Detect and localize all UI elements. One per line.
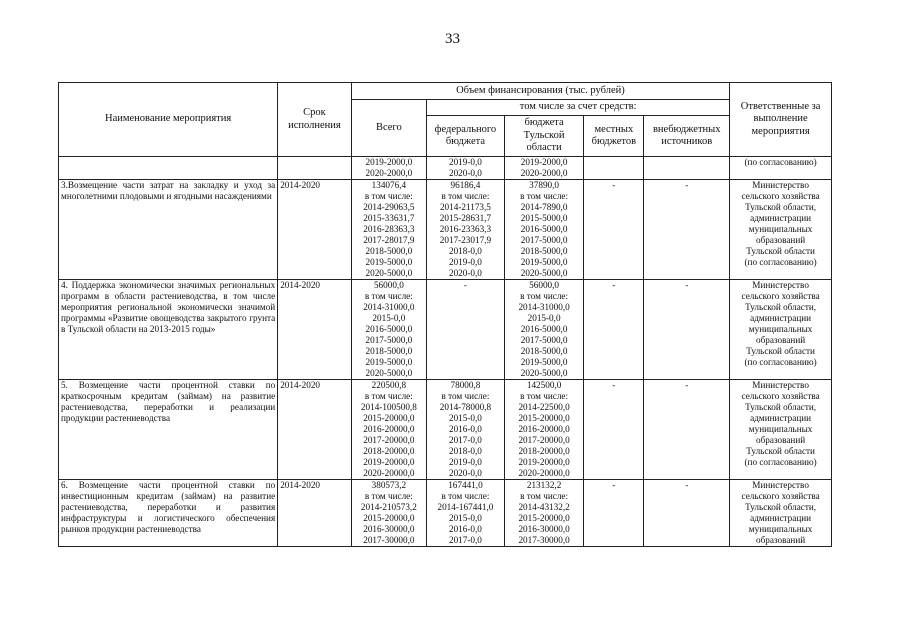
responsible-line: Министерство	[752, 480, 809, 490]
total-line: 2018-5000,0	[365, 346, 413, 356]
federal-line: 2014-78000,8	[439, 402, 492, 412]
responsible-line: Министерство	[752, 380, 809, 390]
cell-local: -	[584, 380, 644, 480]
header-federal: федерального бюджета	[427, 116, 505, 157]
cell-name	[59, 157, 278, 180]
total-line: 2020-20000,0	[363, 468, 415, 478]
total-line: 2016-28363,3	[363, 224, 415, 234]
total-line: 2014-210573,2	[360, 502, 417, 512]
federal-line: 167441,0	[448, 480, 483, 490]
federal-line: 2015-0,0	[448, 513, 482, 523]
regional-line: 2016-5000,0	[520, 324, 568, 334]
federal-line: 2020-0,0	[448, 268, 482, 278]
regional-line: 2020-5000,0	[520, 268, 568, 278]
cell-federal	[427, 280, 505, 380]
regional-line: 2015-0,0	[527, 313, 561, 323]
responsible-line: образований	[756, 335, 806, 345]
responsible-line: Тульской области,	[745, 502, 817, 512]
table-row	[59, 480, 832, 547]
regional-line: 2020-20000,0	[518, 468, 570, 478]
regional-line: 2019-5000,0	[520, 357, 568, 367]
total-line: 2019-2000,0	[365, 157, 413, 167]
regional-line: 2015-20000,0	[518, 413, 570, 423]
responsible-line: муниципальных	[748, 224, 813, 234]
federal-line: 2016-0,0	[448, 524, 482, 534]
header-offbudget: внебюджетных источников	[644, 116, 730, 157]
financing-table	[58, 82, 832, 547]
regional-line: 142500,0	[526, 380, 562, 390]
cell-name: 4. Поддержка экономически значимых региональных программ в области растениеводства, в том числе мероприятия региональной экономически значимой программы «Развитие овощеводства закрытого грунта в Тульской области на 2013-2015 годы»	[59, 280, 278, 380]
responsible-line: администрации	[750, 213, 812, 223]
cell-responsible	[730, 380, 832, 480]
federal-line: 96186,4	[450, 180, 481, 190]
total-line: 134076,4	[371, 180, 407, 190]
responsible-line: администрации	[750, 313, 812, 323]
header-regional: бюджета Тульской области	[504, 116, 584, 157]
total-line: 2016-30000,0	[363, 524, 415, 534]
responsible-line: муниципальных	[748, 424, 813, 434]
cell-offbudget: -	[644, 180, 730, 280]
cell-regional	[504, 480, 584, 547]
responsible-line: сельского хозяйства	[741, 491, 820, 501]
cell-offbudget: -	[644, 380, 730, 480]
total-line: 2015-33631,7	[363, 213, 415, 223]
total-line: 2014-31000,0	[363, 302, 415, 312]
total-line: 2019-20000,0	[363, 457, 415, 467]
responsible-line: (по согласованию)	[744, 257, 817, 267]
responsible-line: муниципальных	[748, 524, 813, 534]
responsible-line: сельского хозяйства	[741, 291, 820, 301]
regional-line: 2017-5000,0	[520, 335, 568, 345]
federal-line: 2019-0,0	[448, 457, 482, 467]
cell-federal	[427, 180, 505, 280]
federal-line: 78000,8	[450, 380, 481, 390]
regional-line: 2015-5000,0	[520, 213, 568, 223]
cell-name: 6. Возмещение части процентной ставки по инвестиционным кредитам (займам) на развитие растениеводства, переработки и развития инфраструктуры и логистического обеспечения рынков продукции растениеводства	[59, 480, 278, 547]
total-line: в том числе:	[364, 291, 413, 301]
regional-line: 2018-5000,0	[520, 246, 568, 256]
regional-line: 2017-30000,0	[518, 535, 570, 545]
federal-line: 2016-23363,3	[439, 224, 492, 234]
responsible-line: Тульской области	[746, 346, 815, 356]
total-line: 2015-20000,0	[363, 413, 415, 423]
responsible-line: администрации	[750, 413, 812, 423]
total-line: 380573,2	[371, 480, 407, 490]
federal-line: в том числе:	[441, 191, 490, 201]
responsible-line: Министерство	[752, 180, 809, 190]
cell-regional	[504, 280, 584, 380]
total-line: 2014-29063,5	[363, 202, 415, 212]
cell-regional	[504, 180, 584, 280]
cell-offbudget: -	[644, 280, 730, 380]
table-row	[59, 280, 832, 380]
regional-line: 2014-43132,2	[518, 502, 570, 512]
cell-term: 2014-2020	[278, 180, 351, 280]
federal-line: 2019-0,0	[448, 157, 482, 167]
total-line: 2020-2000,0	[365, 168, 413, 178]
federal-line: -	[463, 280, 467, 290]
regional-line: 2019-2000,0	[520, 157, 568, 167]
responsible-line: (по согласованию)	[744, 357, 817, 367]
header-financing-group: Объем финансирования (тыс. рублей)	[351, 83, 730, 100]
regional-line: в том числе:	[520, 491, 569, 501]
federal-line: 2019-0,0	[448, 257, 482, 267]
regional-line: 2016-30000,0	[518, 524, 570, 534]
cell-term: 2014-2020	[278, 480, 351, 547]
total-line: в том числе:	[364, 491, 413, 501]
cell-local: -	[584, 180, 644, 280]
total-line: 2015-20000,0	[363, 513, 415, 523]
header-subgroup: том числе за счет средств:	[427, 100, 730, 116]
regional-line: в том числе:	[520, 391, 569, 401]
table-row	[59, 180, 832, 280]
total-line: в том числе:	[364, 391, 413, 401]
total-line: 2018-20000,0	[363, 446, 415, 456]
cell-name: 5. Возмещение части процентной ставки по краткосрочным кредитам (займам) на развитие растениеводства, переработки и реализации продукции растениеводства	[59, 380, 278, 480]
cell-total	[351, 480, 427, 547]
cell-offbudget	[644, 157, 730, 180]
total-line: 2019-5000,0	[365, 257, 413, 267]
regional-line: 2019-20000,0	[518, 457, 570, 467]
regional-line: в том числе:	[520, 291, 569, 301]
responsible-line: Тульской области	[746, 246, 815, 256]
regional-line: 2020-2000,0	[520, 168, 568, 178]
total-line: 56000,0	[373, 280, 404, 290]
header-term: Срок исполнения	[278, 83, 351, 157]
federal-line: в том числе:	[441, 391, 490, 401]
responsible-line: Тульской области,	[745, 202, 817, 212]
cell-local	[584, 157, 644, 180]
responsible-line: образований	[756, 235, 806, 245]
federal-line: 2020-0,0	[448, 468, 482, 478]
header-local: местных бюджетов	[584, 116, 644, 157]
total-line: 220500,8	[371, 380, 407, 390]
responsible-line: (по согласованию)	[744, 457, 817, 467]
total-line: 2019-5000,0	[365, 357, 413, 367]
total-line: 2017-20000,0	[363, 435, 415, 445]
regional-line: 2017-5000,0	[520, 235, 568, 245]
federal-line: 2017-23017,9	[439, 235, 492, 245]
total-line: в том числе:	[364, 191, 413, 201]
cell-responsible	[730, 180, 832, 280]
regional-line: 2016-5000,0	[520, 224, 568, 234]
regional-line: 56000,0	[529, 280, 560, 290]
responsible-line: сельского хозяйства	[741, 191, 820, 201]
regional-line: 2018-5000,0	[520, 346, 568, 356]
cell-total	[351, 380, 427, 480]
federal-line: 2020-0,0	[448, 168, 482, 178]
cell-federal	[427, 157, 505, 180]
regional-line: 2020-5000,0	[520, 368, 568, 378]
cell-offbudget: -	[644, 480, 730, 547]
federal-line: 2015-28631,7	[439, 213, 492, 223]
page-number: 33	[445, 31, 460, 47]
cell-total	[351, 280, 427, 380]
cell-total	[351, 157, 427, 180]
total-line: 2020-5000,0	[365, 368, 413, 378]
federal-line: в том числе:	[441, 491, 490, 501]
cell-term: 2014-2020	[278, 280, 351, 380]
cell-federal	[427, 380, 505, 480]
federal-line: 2017-0,0	[448, 535, 482, 545]
total-line: 2017-5000,0	[365, 335, 413, 345]
total-line: 2020-5000,0	[365, 268, 413, 278]
responsible-line: администрации	[750, 513, 812, 523]
regional-line: 2014-31000,0	[518, 302, 570, 312]
total-line: 2014-100500,8	[360, 402, 417, 412]
cell-term	[278, 157, 351, 180]
regional-line: 2015-20000,0	[518, 513, 570, 523]
cell-regional	[504, 380, 584, 480]
responsible-line: Тульской области,	[745, 302, 817, 312]
regional-line: 2014-22500,0	[518, 402, 570, 412]
cell-responsible	[730, 480, 832, 547]
total-line: 2018-5000,0	[365, 246, 413, 256]
regional-line: 2014-7890,0	[520, 202, 568, 212]
responsible-line: образований	[756, 535, 806, 545]
responsible-line: образований	[756, 435, 806, 445]
header-name: Наименование мероприятия	[59, 83, 278, 157]
regional-line: 213132,2	[526, 480, 562, 490]
federal-line: 2017-0,0	[448, 435, 482, 445]
responsible-line: сельского хозяйства	[741, 391, 820, 401]
federal-line: 2016-0,0	[448, 424, 482, 434]
total-line: 2017-30000,0	[363, 535, 415, 545]
regional-line: 2018-20000,0	[518, 446, 570, 456]
header-responsible: Ответственные за выполнение мероприятия	[730, 83, 832, 157]
total-line: 2016-20000,0	[363, 424, 415, 434]
federal-line: 2018-0,0	[448, 446, 482, 456]
table-row	[59, 380, 832, 480]
cell-responsible	[730, 280, 832, 380]
cell-responsible	[730, 157, 832, 180]
responsible-line: Тульской области	[746, 446, 815, 456]
cell-local: -	[584, 480, 644, 547]
federal-line: 2015-0,0	[448, 413, 482, 423]
regional-line: 37890,0	[529, 180, 560, 190]
total-line: 2017-28017,9	[363, 235, 415, 245]
federal-line: 2018-0,0	[448, 246, 482, 256]
regional-line: 2017-20000,0	[518, 435, 570, 445]
cell-term: 2014-2020	[278, 380, 351, 480]
total-line: 2016-5000,0	[365, 324, 413, 334]
regional-line: 2019-5000,0	[520, 257, 568, 267]
cell-local: -	[584, 280, 644, 380]
cell-total	[351, 180, 427, 280]
responsible-line: (по согласованию)	[744, 157, 817, 167]
federal-line: 2014-21173,5	[439, 202, 491, 212]
regional-line: 2016-20000,0	[518, 424, 570, 434]
table-row	[59, 157, 832, 180]
cell-regional	[504, 157, 584, 180]
cell-name: 3.Возмещение части затрат на закладку и уход за многолетними плодовыми и ягодными насаждениями	[59, 180, 278, 280]
responsible-line: Министерство	[752, 280, 809, 290]
regional-line: в том числе:	[520, 191, 569, 201]
cell-federal	[427, 480, 505, 547]
header-total: Всего	[351, 100, 427, 157]
total-line: 2015-0,0	[372, 313, 406, 323]
responsible-line: Тульской области,	[745, 402, 817, 412]
responsible-line: муниципальных	[748, 324, 813, 334]
federal-line: 2014-167441,0	[437, 502, 494, 512]
